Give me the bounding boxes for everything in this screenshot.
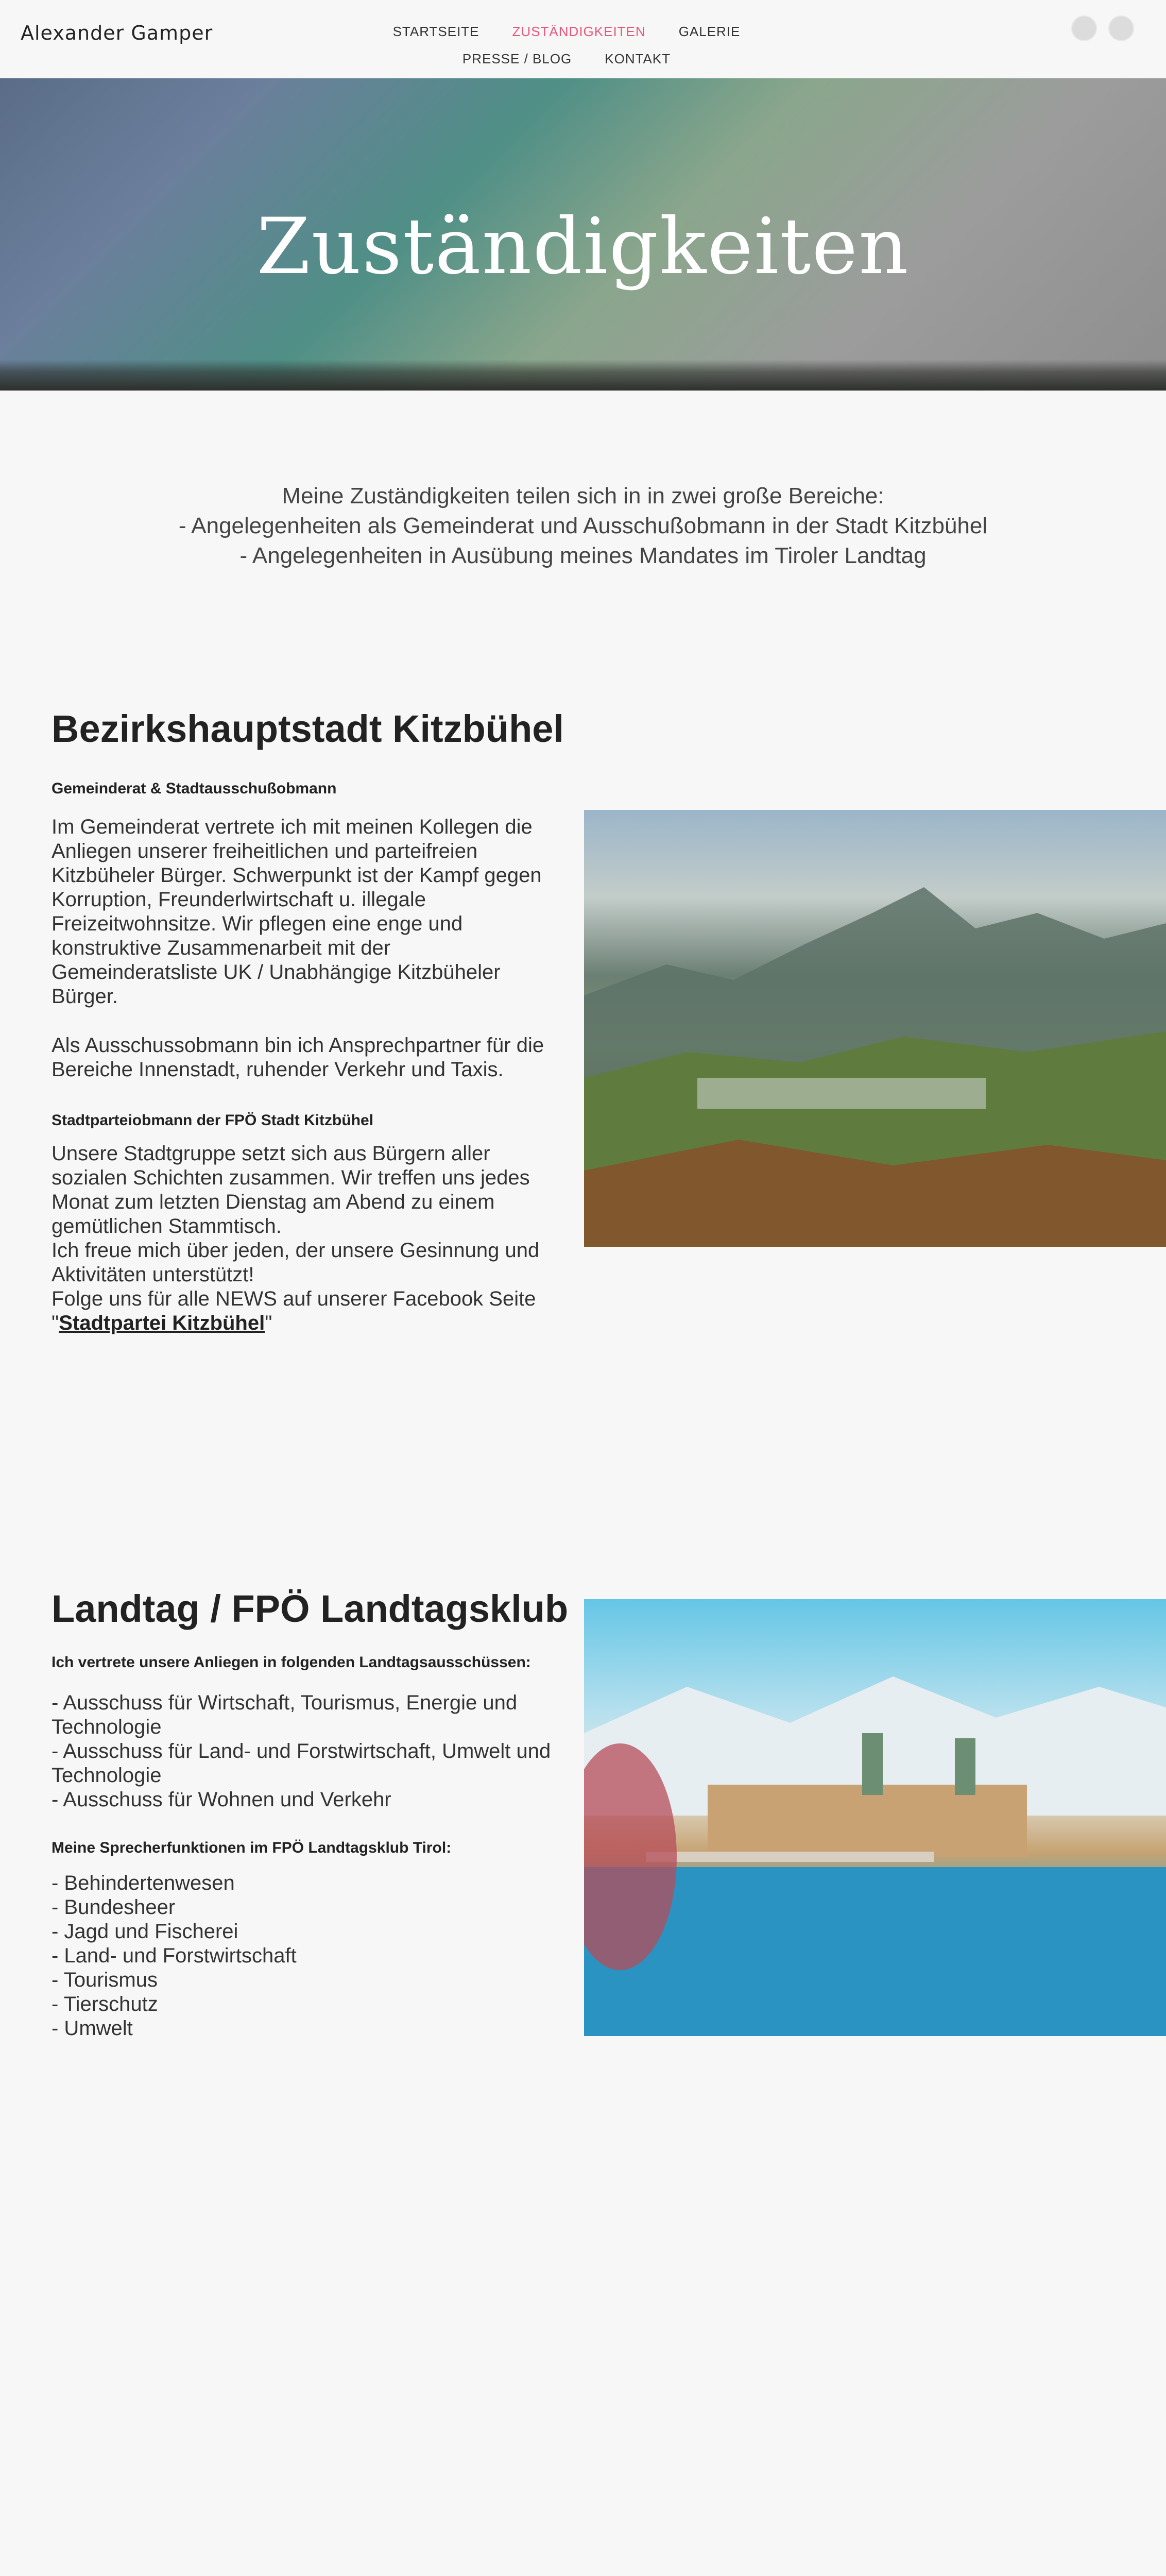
paragraph-ausschuss: Als Ausschussobmann bin ich Ansprechpartner für die Bereiche Innenstadt, ruhender Verkehr und Taxis. bbox=[52, 1034, 544, 1081]
list-item: - Ausschuss für Wirtschaft, Tourismus, Energie und Technologie bbox=[52, 1691, 518, 1738]
intro-line: - Angelegenheiten als Gemeinderat und Ausschußobmann in der Stadt Kitzbühel bbox=[178, 513, 988, 538]
paragraph-stadtgruppe: Unsere Stadtgruppe setzt sich aus Bürgern aller sozialen Schichten zusammen. Wir treffen uns jedes Monat zum letzten Dienstag am Abend zu einem gemütlichen Stammtisch. Ich freue mich über jeden, der unsere Gesinnung und Aktivitäten unterstützt! Folge uns für alle NEWS auf unserer Facebook Seite "Stadtpartei Kitzbühel" bbox=[52, 1142, 546, 1335]
brand-name[interactable]: Alexander Gamper bbox=[21, 22, 213, 44]
hero-banner bbox=[0, 78, 1166, 391]
paragraph-unterstuetzung: Ich freue mich über jeden, der unsere Gesinnung und Aktivitäten unterstützt! bbox=[52, 1239, 540, 1286]
section-title-kitzbuehel: Bezirkshauptstadt Kitzbühel bbox=[52, 707, 564, 750]
paragraph-stammtisch: Unsere Stadtgruppe setzt sich aus Bürgern aller sozialen Schichten zusammen. Wir treffen uns jedes Monat zum letzten Dienstag am Abend zu einem gemütlichen Stammtisch. bbox=[52, 1142, 530, 1238]
list-item: - Jagd und Fischerei bbox=[52, 1920, 238, 1943]
committee-list bbox=[52, 1691, 556, 1812]
intro-line: Meine Zuständigkeiten teilen sich in in zwei große Bereiche: bbox=[282, 483, 884, 509]
paragraph-facebook: Folge uns für alle NEWS auf unserer Facebook Seite bbox=[52, 1287, 536, 1310]
subheading-stadtpartei: Stadtparteiobmann der FPÖ Stadt Kitzbühel bbox=[52, 1112, 374, 1129]
nav-startseite[interactable]: STARTSEITE bbox=[392, 24, 479, 39]
subheading-gemeinderat: Gemeinderat & Stadtausschußobmann bbox=[52, 780, 337, 797]
list-item: - Ausschuss für Wohnen und Verkehr bbox=[52, 1788, 391, 1811]
list-item: - Ausschuss für Land- und Forstwirtschaft, Umwelt und Technologie bbox=[52, 1740, 551, 1787]
list-item: - Bundesheer bbox=[52, 1896, 176, 1919]
nav-zustaendigkeiten[interactable]: ZUSTÄNDIGKEITEN bbox=[512, 24, 646, 39]
list-item: - Behindertenwesen bbox=[52, 1872, 235, 1894]
list-item: - Tierschutz bbox=[52, 1993, 158, 2015]
innsbruck-city-photo bbox=[584, 1599, 1166, 2036]
section-title-landtag: Landtag / FPÖ Landtagsklub bbox=[52, 1587, 569, 1630]
facebook-page-link[interactable]: Stadtpartei Kitzbühel bbox=[59, 1312, 265, 1334]
nav-kontakt[interactable]: KONTAKT bbox=[605, 51, 671, 66]
nav-galerie[interactable]: GALERIE bbox=[678, 24, 741, 39]
paragraph-gemeinderat: Im Gemeinderat vertrete ich mit meinen Kollegen die Anliegen unserer freiheitlichen und parteifreien Kitzbüheler Bürger. Schwerpunkt ist der Kampf gegen Korruption, Freunderlwirtschaft u. illegale Freizeitwohnsitze. Wir pflegen eine enge und konstruktive Zusammenarbeit mit der Gemeinderatsliste UK / Unabhängige Kitzbüheler Bürger. bbox=[52, 816, 542, 1008]
intro-line: - Angelegenheiten in Ausübung meines Mandates im Tiroler Landtag bbox=[239, 543, 927, 568]
list-item: - Land- und Forstwirtschaft bbox=[52, 1944, 297, 1967]
facebook-icon[interactable] bbox=[1071, 15, 1097, 41]
mountain-landscape-graphic bbox=[584, 810, 1166, 1247]
roles-list bbox=[52, 1871, 546, 2041]
nav-presse-blog[interactable]: PRESSE / BLOG bbox=[462, 51, 572, 66]
main-navigation bbox=[361, 24, 773, 78]
intro-text bbox=[0, 481, 1166, 571]
list-item: - Tourismus bbox=[52, 1969, 158, 1991]
subheading-ausschuesse: Ich vertrete unsere Anliegen in folgenden Landtagsausschüssen: bbox=[52, 1654, 531, 1671]
subheading-sprecherfunktionen: Meine Sprecherfunktionen im FPÖ Landtagsklub Tirol: bbox=[52, 1839, 452, 1856]
page-title: Zuständigkeiten bbox=[256, 202, 910, 292]
instagram-icon[interactable] bbox=[1108, 15, 1134, 41]
site-header bbox=[0, 0, 1166, 78]
city-river-graphic bbox=[584, 1599, 1166, 2036]
list-item: - Umwelt bbox=[52, 2017, 133, 2040]
kitzbuehel-landscape-photo bbox=[584, 810, 1166, 1247]
